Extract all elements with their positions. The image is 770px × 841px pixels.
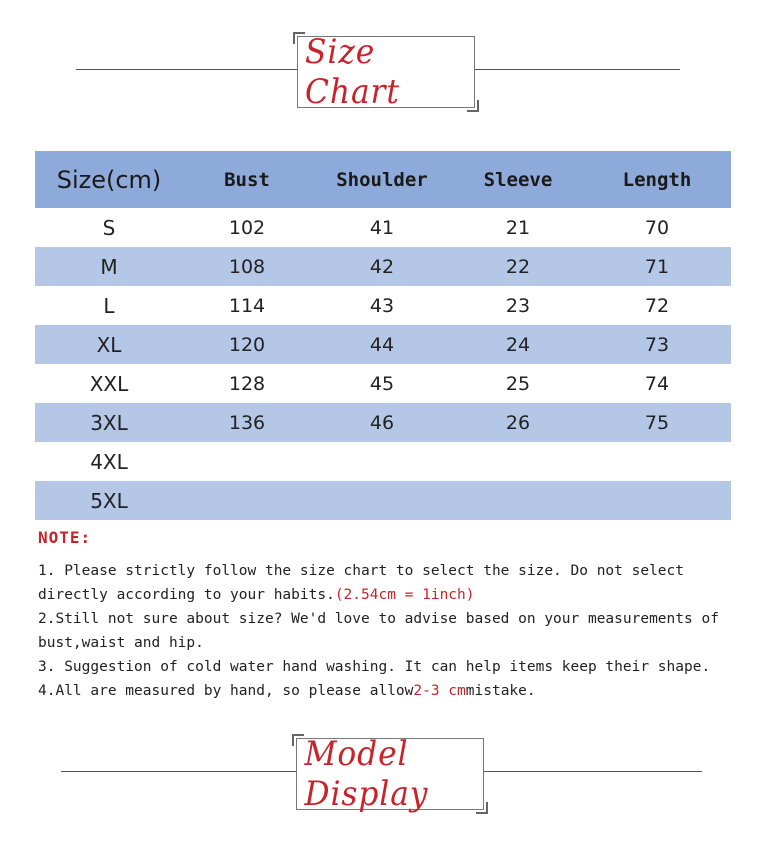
header-size: Size(cm) bbox=[56, 165, 162, 194]
bust-cell: 120 bbox=[228, 333, 266, 356]
bust-cell: 128 bbox=[228, 372, 266, 395]
model-display-title-box bbox=[296, 734, 484, 814]
sleeve-cell: 24 bbox=[505, 333, 531, 356]
table-row bbox=[35, 442, 731, 481]
size-cell: 3XL bbox=[90, 410, 128, 435]
sleeve-cell: 21 bbox=[505, 216, 531, 239]
banner-left-rule bbox=[76, 69, 298, 70]
note-line-3: 3. Suggestion of cold water hand washing. It can help items keep their shape. bbox=[38, 659, 711, 675]
note-line-1-text: 1. Please strictly follow the size chart to select the size. Do not select directly according to your habits. bbox=[38, 563, 685, 603]
model-display-banner bbox=[0, 734, 770, 814]
shoulder-cell: 41 bbox=[369, 216, 395, 239]
shoulder-cell: 46 bbox=[369, 411, 395, 434]
table-row bbox=[35, 286, 731, 325]
header-sleeve: Sleeve bbox=[483, 168, 553, 191]
notes-section bbox=[38, 528, 738, 703]
table-row bbox=[35, 403, 731, 442]
note-line-4-suffix: mistake. bbox=[465, 683, 536, 699]
tolerance-range: 2-3 cm bbox=[413, 683, 466, 699]
bust-cell: 102 bbox=[228, 216, 266, 239]
table-row bbox=[35, 208, 731, 247]
unit-conversion: (2.54cm = 1inch) bbox=[334, 587, 475, 603]
size-chart-title: Size Chart bbox=[305, 32, 400, 112]
banner-left-rule bbox=[61, 771, 297, 772]
shoulder-cell: 42 bbox=[369, 255, 395, 278]
size-cell: XL bbox=[96, 332, 122, 357]
note-line-4 bbox=[38, 679, 738, 703]
size-table bbox=[35, 151, 731, 520]
bust-cell: 108 bbox=[228, 255, 266, 278]
bust-cell: 114 bbox=[228, 294, 266, 317]
table-header-row bbox=[35, 151, 731, 208]
shoulder-cell: 44 bbox=[369, 333, 395, 356]
note-line-1 bbox=[38, 559, 738, 607]
size-chart-banner bbox=[0, 32, 770, 112]
banner-right-rule bbox=[474, 69, 680, 70]
size-cell: XXL bbox=[89, 371, 129, 396]
bust-cell: 136 bbox=[228, 411, 266, 434]
size-cell: 5XL bbox=[90, 488, 128, 513]
size-cell: S bbox=[102, 215, 116, 240]
note-line-4-prefix: 4.All are measured by hand, so please allow bbox=[38, 683, 414, 699]
header-length: Length bbox=[622, 168, 692, 191]
length-cell: 70 bbox=[644, 216, 670, 239]
size-cell: L bbox=[103, 293, 115, 318]
size-cell: 4XL bbox=[90, 449, 128, 474]
shoulder-cell: 43 bbox=[369, 294, 395, 317]
banner-right-rule bbox=[484, 771, 702, 772]
note-line-2: 2.Still not sure about size? We'd love to advise based on your measurements of bust,waist and hip. bbox=[38, 611, 719, 651]
table-row bbox=[35, 247, 731, 286]
size-cell: M bbox=[100, 254, 118, 279]
header-shoulder: Shoulder bbox=[336, 168, 428, 191]
shoulder-cell: 45 bbox=[369, 372, 395, 395]
table-row bbox=[35, 481, 731, 520]
size-chart-title-box bbox=[297, 32, 475, 112]
table-row bbox=[35, 325, 731, 364]
length-cell: 75 bbox=[644, 411, 670, 434]
sleeve-cell: 26 bbox=[505, 411, 531, 434]
sleeve-cell: 23 bbox=[505, 294, 531, 317]
header-bust: Bust bbox=[224, 168, 270, 191]
sleeve-cell: 22 bbox=[505, 255, 531, 278]
model-display-title: Model Display bbox=[304, 734, 429, 814]
note-label: NOTE: bbox=[38, 528, 92, 547]
length-cell: 71 bbox=[644, 255, 670, 278]
length-cell: 72 bbox=[644, 294, 670, 317]
length-cell: 73 bbox=[644, 333, 670, 356]
table-row bbox=[35, 364, 731, 403]
sleeve-cell: 25 bbox=[505, 372, 531, 395]
length-cell: 74 bbox=[644, 372, 670, 395]
